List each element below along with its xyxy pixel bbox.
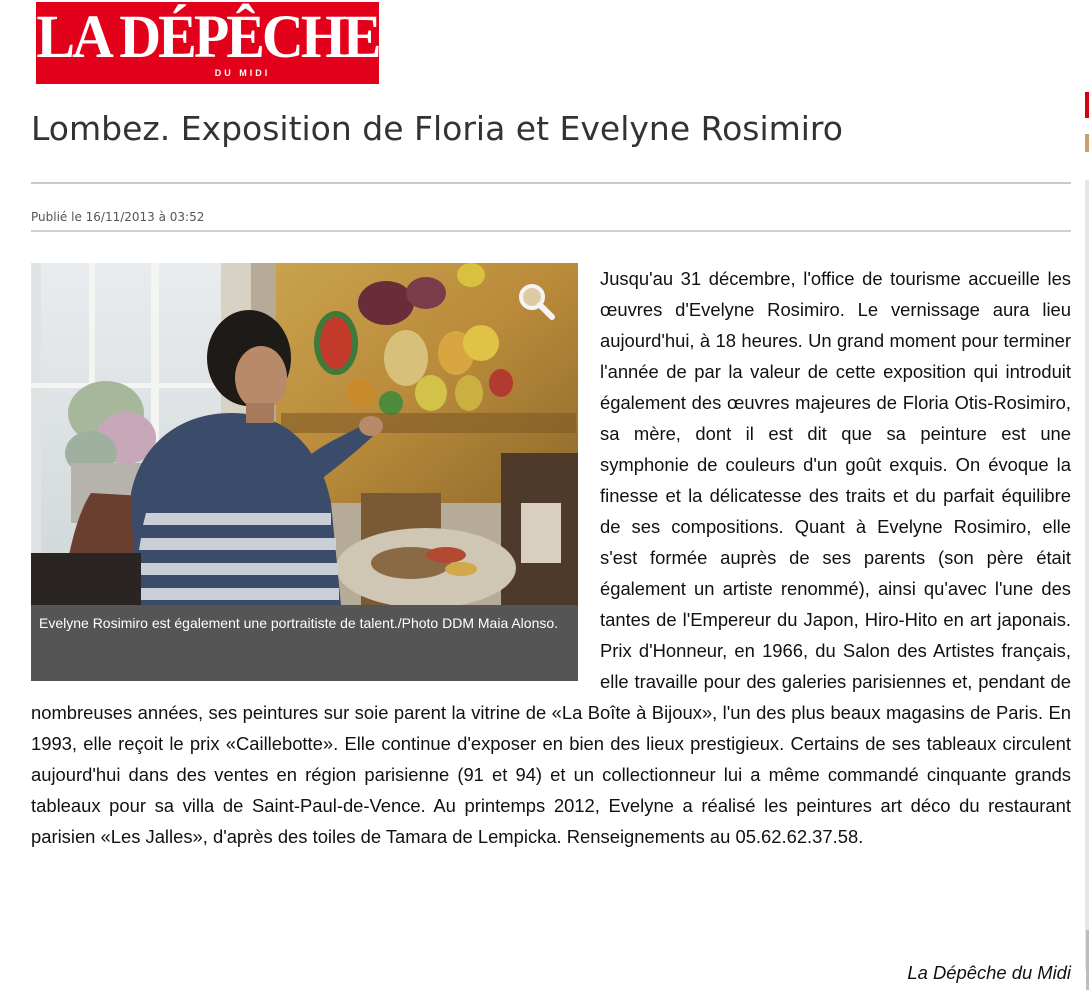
right-edge-fragment <box>1085 134 1089 152</box>
article-text: Jusqu'au 31 décembre, l'office de tourisme accueille les œuvres d'Evelyne Rosimiro. Le vernissage aura lieu aujourd'hui, à 18 heures. Un grand moment pour terminer l'année de par la valeur de cette exposition qui introduit également des œuvres majeures de Floria Otis-Rosimiro, sa mère, dont il est dit que sa peinture est une symphonie de couleurs d'un goût exquis. On évoque la finesse et la délicatesse des traits et du parfait équilibre de ses compositions. Quant à Evelyne Rosimiro, elle s'est formée auprès de ses parents (son père était également un artiste renommé), ainsi qu'avec l'une des tantes de l'Empereur du Japon, Hiro-Hito en art japonais. Prix d'Honneur, en 1966, du Salon des Artistes français, elle travaille pour des galeries parisiennes et, pendant de nombreuses années, ses peintures sur soie parent la vitrine de «La Boîte à Bijoux», l'un des plus beaux magasins de Paris. En 1993, elle reçoit le prix «Caillebotte». Elle continue d'exposer en bien des lieux prestigieux. Certains de ses tableaux circulent aujourd'hui dans des ventes en région parisienne (91 et 94) et un collectionneur lui a même commandé cinquante grands tableaux pour sa villa de Saint-Paul-de-Vence. Au printemps 2012, Evelyne a réalisé les peintures art déco du restaurant parisien «Les Jalles», d'après des toiles de Tamara de Lempicka. Renseignements au 05.62.62.37.58. <box>31 268 1071 847</box>
magnifier-icon[interactable] <box>516 281 556 321</box>
right-edge-fragment <box>1085 92 1089 118</box>
article-signature: La Dépêche du Midi <box>907 962 1071 983</box>
divider <box>31 230 1071 232</box>
article-photo[interactable] <box>31 263 578 605</box>
publish-date: Publié le 16/11/2013 à 03:52 <box>31 210 205 224</box>
article-figure <box>31 263 578 681</box>
painter-photo-illustration <box>31 263 578 605</box>
masthead-logo[interactable] <box>36 2 379 84</box>
logo-text: LA DÉPÊCHE <box>36 2 379 71</box>
photo-caption: Evelyne Rosimiro est également une portraitiste de talent./Photo DDM Maia Alonso. <box>31 605 578 681</box>
logo-subtext: DU MIDI <box>214 68 271 78</box>
divider <box>31 182 1071 184</box>
article-title: Lombez. Exposition de Floria et Evelyne Rosimiro <box>31 109 843 148</box>
right-edge-fragment <box>1085 180 1089 970</box>
